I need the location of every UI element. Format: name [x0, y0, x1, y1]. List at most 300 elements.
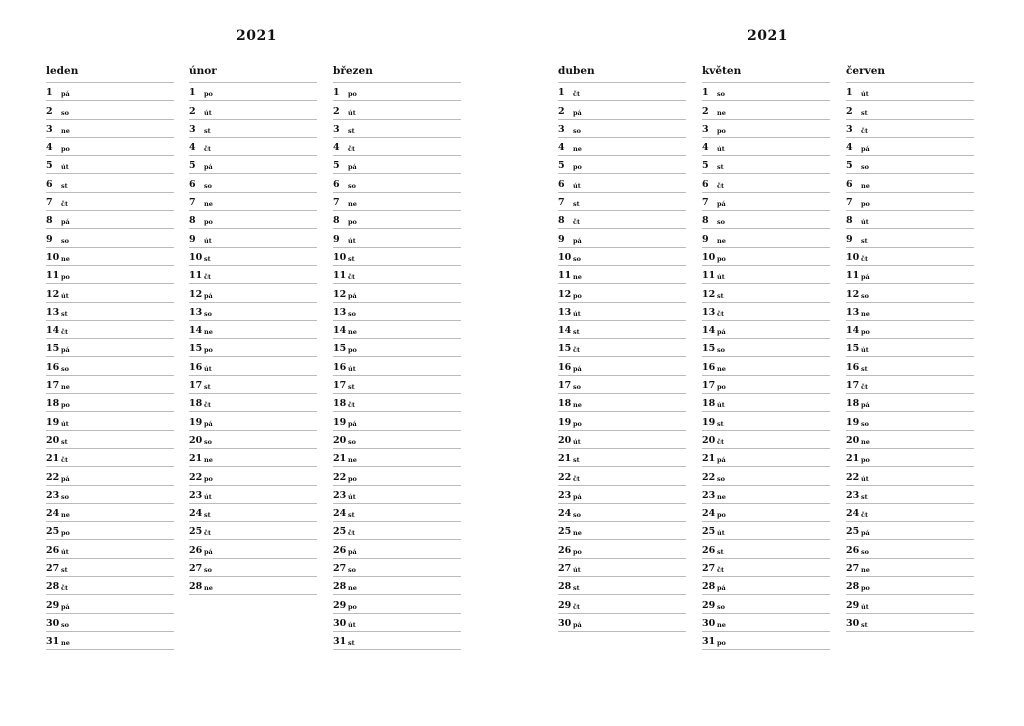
day-number: 4	[558, 142, 565, 154]
day-row	[189, 211, 317, 229]
weekday-abbr: po	[348, 218, 357, 227]
day-number: 20	[702, 434, 716, 446]
month-name: únor	[189, 64, 317, 83]
weekday-abbr: st	[348, 254, 355, 263]
weekday-abbr: st	[573, 456, 580, 465]
day-row	[846, 522, 974, 540]
weekday-abbr: út	[61, 419, 69, 428]
weekday-abbr: čt	[861, 126, 868, 135]
day-number: 18	[333, 398, 347, 410]
weekday-abbr: čt	[61, 200, 68, 209]
day-row	[46, 303, 174, 321]
day-number: 19	[333, 416, 347, 428]
day-number: 25	[46, 526, 60, 538]
day-number: 16	[558, 361, 572, 373]
weekday-abbr: ne	[61, 511, 70, 520]
month-name: červen	[846, 64, 974, 83]
weekday-abbr: út	[717, 273, 725, 282]
weekday-abbr: ne	[861, 181, 870, 190]
day-number: 21	[846, 453, 860, 465]
day-number: 20	[558, 434, 572, 446]
weekday-abbr: ne	[717, 108, 726, 117]
day-number: 2	[46, 105, 53, 117]
day-number: 17	[333, 380, 347, 392]
weekday-abbr: pá	[61, 346, 70, 355]
weekday-abbr: so	[717, 218, 725, 227]
day-row	[333, 120, 461, 138]
weekday-abbr: pá	[717, 584, 726, 593]
day-number: 14	[333, 325, 347, 337]
day-row	[46, 266, 174, 284]
day-number: 3	[558, 123, 565, 135]
day-number: 20	[333, 434, 347, 446]
day-number: 13	[333, 306, 347, 318]
weekday-abbr: so	[204, 181, 212, 190]
month-column-leden	[46, 64, 174, 650]
day-row	[333, 412, 461, 430]
weekday-abbr: út	[204, 236, 212, 245]
day-number: 3	[702, 123, 709, 135]
day-row	[189, 486, 317, 504]
day-row	[558, 266, 686, 284]
weekday-abbr: ne	[861, 309, 870, 318]
day-number: 22	[846, 471, 860, 483]
day-number: 22	[189, 471, 203, 483]
weekday-abbr: pá	[61, 218, 70, 227]
weekday-abbr: čt	[204, 401, 211, 410]
day-number: 14	[46, 325, 60, 337]
weekday-abbr: st	[204, 254, 211, 263]
day-number: 4	[333, 142, 340, 154]
day-row	[702, 577, 830, 595]
day-row	[333, 595, 461, 613]
day-row	[189, 248, 317, 266]
day-number: 15	[702, 343, 716, 355]
day-row	[46, 321, 174, 339]
weekday-abbr: st	[61, 566, 68, 575]
month-name: květen	[702, 64, 830, 83]
day-number: 6	[846, 178, 853, 190]
day-row	[702, 248, 830, 266]
month-column-kveten	[702, 64, 830, 650]
day-row	[846, 614, 974, 632]
day-number: 10	[558, 251, 572, 263]
day-number: 28	[46, 581, 60, 593]
day-number: 9	[846, 233, 853, 245]
weekday-abbr: ne	[717, 364, 726, 373]
weekday-abbr: čt	[573, 474, 580, 483]
day-number: 17	[189, 380, 203, 392]
day-row	[46, 211, 174, 229]
day-row	[558, 376, 686, 394]
day-row	[846, 431, 974, 449]
day-number: 20	[46, 434, 60, 446]
day-number: 7	[189, 197, 196, 209]
weekday-abbr: pá	[204, 419, 213, 428]
weekday-abbr: čt	[861, 254, 868, 263]
day-row	[846, 303, 974, 321]
weekday-abbr: st	[348, 511, 355, 520]
day-number: 9	[558, 233, 565, 245]
day-row	[558, 83, 686, 101]
day-number: 8	[189, 215, 196, 227]
weekday-abbr: po	[717, 639, 726, 648]
weekday-abbr: čt	[573, 90, 580, 99]
day-row	[189, 394, 317, 412]
day-number: 24	[558, 508, 572, 520]
day-row	[558, 303, 686, 321]
day-row	[702, 101, 830, 119]
weekday-abbr: čt	[204, 273, 211, 282]
day-number: 4	[846, 142, 853, 154]
day-row	[846, 101, 974, 119]
day-number: 30	[46, 617, 60, 629]
day-number: 21	[333, 453, 347, 465]
weekday-abbr: pá	[204, 163, 213, 172]
day-number: 1	[189, 87, 196, 99]
day-number: 2	[558, 105, 565, 117]
weekday-abbr: pá	[861, 145, 870, 154]
day-row	[702, 120, 830, 138]
day-number: 10	[702, 251, 716, 263]
day-row	[702, 559, 830, 577]
day-row	[189, 357, 317, 375]
day-number: 3	[46, 123, 53, 135]
day-number: 26	[558, 544, 572, 556]
weekday-abbr: po	[717, 126, 726, 135]
weekday-abbr: st	[61, 309, 68, 318]
weekday-abbr: pá	[61, 90, 70, 99]
day-row	[702, 540, 830, 558]
day-row	[189, 412, 317, 430]
day-number: 16	[846, 361, 860, 373]
day-row	[846, 449, 974, 467]
day-number: 15	[189, 343, 203, 355]
weekday-abbr: út	[348, 364, 356, 373]
weekday-abbr: pá	[348, 291, 357, 300]
day-number: 1	[46, 87, 53, 99]
day-row	[333, 504, 461, 522]
day-number: 18	[189, 398, 203, 410]
day-number: 6	[189, 178, 196, 190]
day-number: 6	[702, 178, 709, 190]
day-row	[46, 376, 174, 394]
day-row	[189, 504, 317, 522]
day-number: 5	[558, 160, 565, 172]
day-row	[46, 193, 174, 211]
day-row	[702, 229, 830, 247]
day-number: 28	[702, 581, 716, 593]
weekday-abbr: po	[348, 602, 357, 611]
day-number: 1	[702, 87, 709, 99]
day-number: 9	[333, 233, 340, 245]
day-number: 10	[189, 251, 203, 263]
day-number: 10	[46, 251, 60, 263]
day-row	[46, 632, 174, 650]
weekday-abbr: ne	[573, 401, 582, 410]
day-row	[46, 614, 174, 632]
day-number: 23	[702, 489, 716, 501]
day-number: 4	[189, 142, 196, 154]
day-number: 27	[189, 563, 203, 575]
weekday-abbr: čt	[204, 145, 211, 154]
weekday-abbr: so	[717, 346, 725, 355]
day-number: 9	[46, 233, 53, 245]
day-number: 5	[702, 160, 709, 172]
day-row	[333, 339, 461, 357]
day-row	[846, 504, 974, 522]
day-number: 16	[333, 361, 347, 373]
day-number: 21	[558, 453, 572, 465]
day-number: 28	[846, 581, 860, 593]
day-number: 12	[189, 288, 203, 300]
day-number: 30	[333, 617, 347, 629]
weekday-abbr: út	[348, 108, 356, 117]
weekday-abbr: po	[861, 328, 870, 337]
day-row	[333, 156, 461, 174]
day-row	[558, 284, 686, 302]
day-row	[702, 467, 830, 485]
day-row	[846, 266, 974, 284]
day-number: 22	[702, 471, 716, 483]
weekday-abbr: čt	[717, 309, 724, 318]
day-number: 23	[46, 489, 60, 501]
day-row	[189, 284, 317, 302]
day-row	[702, 504, 830, 522]
weekday-abbr: čt	[573, 346, 580, 355]
day-number: 13	[46, 306, 60, 318]
day-row	[846, 376, 974, 394]
day-row	[558, 522, 686, 540]
day-number: 10	[333, 251, 347, 263]
day-row	[189, 266, 317, 284]
day-number: 2	[189, 105, 196, 117]
day-row	[558, 577, 686, 595]
day-row	[702, 449, 830, 467]
day-number: 30	[558, 617, 572, 629]
day-number: 2	[333, 105, 340, 117]
day-row	[46, 412, 174, 430]
day-row	[702, 394, 830, 412]
day-row	[189, 449, 317, 467]
weekday-abbr: pá	[348, 419, 357, 428]
day-number: 16	[46, 361, 60, 373]
weekday-abbr: čt	[717, 437, 724, 446]
weekday-abbr: ne	[204, 200, 213, 209]
weekday-abbr: pá	[61, 474, 70, 483]
day-number: 19	[46, 416, 60, 428]
day-number: 8	[846, 215, 853, 227]
weekday-abbr: pá	[861, 529, 870, 538]
day-number: 29	[333, 599, 347, 611]
weekday-abbr: ne	[61, 126, 70, 135]
weekday-abbr: út	[861, 346, 869, 355]
day-row	[702, 193, 830, 211]
weekday-abbr: čt	[717, 566, 724, 575]
weekday-abbr: út	[717, 145, 725, 154]
day-number: 11	[333, 270, 347, 282]
day-row	[189, 138, 317, 156]
day-row	[558, 211, 686, 229]
day-number: 5	[333, 160, 340, 172]
weekday-abbr: pá	[573, 364, 582, 373]
day-number: 6	[558, 178, 565, 190]
day-row	[333, 376, 461, 394]
day-number: 16	[189, 361, 203, 373]
weekday-abbr: so	[61, 236, 69, 245]
day-row	[558, 339, 686, 357]
day-row	[46, 284, 174, 302]
day-number: 22	[333, 471, 347, 483]
day-number: 23	[846, 489, 860, 501]
day-row	[46, 540, 174, 558]
weekday-abbr: ne	[573, 145, 582, 154]
weekday-abbr: ne	[348, 328, 357, 337]
weekday-abbr: čt	[61, 584, 68, 593]
weekday-abbr: ne	[573, 529, 582, 538]
weekday-abbr: st	[204, 511, 211, 520]
weekday-abbr: čt	[348, 529, 355, 538]
day-number: 31	[333, 636, 347, 648]
day-number: 31	[702, 636, 716, 648]
day-row	[333, 394, 461, 412]
day-row	[189, 303, 317, 321]
month-column-cerven	[846, 64, 974, 632]
weekday-abbr: st	[861, 620, 868, 629]
day-row	[333, 357, 461, 375]
weekday-abbr: pá	[717, 328, 726, 337]
day-row	[558, 431, 686, 449]
day-number: 13	[558, 306, 572, 318]
day-row	[558, 559, 686, 577]
weekday-abbr: po	[348, 474, 357, 483]
day-number: 15	[558, 343, 572, 355]
day-number: 8	[333, 215, 340, 227]
weekday-abbr: ne	[717, 236, 726, 245]
day-row	[558, 321, 686, 339]
day-row	[558, 486, 686, 504]
day-row	[333, 266, 461, 284]
day-row	[46, 120, 174, 138]
day-number: 8	[702, 215, 709, 227]
day-number: 22	[558, 471, 572, 483]
day-row	[189, 193, 317, 211]
day-number: 8	[46, 215, 53, 227]
day-row	[46, 138, 174, 156]
day-row	[333, 303, 461, 321]
day-number: 17	[46, 380, 60, 392]
weekday-abbr: po	[573, 547, 582, 556]
day-row	[189, 540, 317, 558]
day-row	[846, 357, 974, 375]
day-row	[333, 284, 461, 302]
day-number: 18	[46, 398, 60, 410]
weekday-abbr: čt	[204, 529, 211, 538]
day-row	[189, 83, 317, 101]
day-number: 19	[189, 416, 203, 428]
weekday-abbr: so	[61, 364, 69, 373]
day-row	[702, 321, 830, 339]
day-row	[189, 431, 317, 449]
weekday-abbr: po	[61, 145, 70, 154]
weekday-abbr: pá	[348, 163, 357, 172]
day-row	[46, 449, 174, 467]
day-number: 31	[46, 636, 60, 648]
day-number: 14	[189, 325, 203, 337]
weekday-abbr: pá	[573, 236, 582, 245]
day-row	[46, 339, 174, 357]
day-row	[558, 101, 686, 119]
day-row	[702, 266, 830, 284]
day-number: 23	[558, 489, 572, 501]
day-row	[846, 577, 974, 595]
day-number: 11	[189, 270, 203, 282]
weekday-abbr: út	[861, 90, 869, 99]
day-row	[846, 156, 974, 174]
weekday-abbr: so	[348, 566, 356, 575]
weekday-abbr: čt	[861, 511, 868, 520]
weekday-abbr: pá	[717, 200, 726, 209]
day-row	[558, 595, 686, 613]
day-number: 10	[846, 251, 860, 263]
weekday-abbr: út	[861, 218, 869, 227]
day-row	[46, 101, 174, 119]
weekday-abbr: út	[573, 566, 581, 575]
weekday-abbr: út	[861, 602, 869, 611]
page-right-year: 2021	[747, 28, 788, 44]
weekday-abbr: st	[861, 108, 868, 117]
weekday-abbr: ne	[717, 620, 726, 629]
day-row	[846, 486, 974, 504]
day-row	[189, 120, 317, 138]
month-column-duben	[558, 64, 686, 632]
day-row	[46, 174, 174, 192]
day-row	[702, 303, 830, 321]
weekday-abbr: pá	[573, 108, 582, 117]
weekday-abbr: so	[204, 309, 212, 318]
weekday-abbr: po	[204, 218, 213, 227]
weekday-abbr: st	[348, 383, 355, 392]
weekday-abbr: po	[573, 291, 582, 300]
day-row	[846, 467, 974, 485]
day-row	[46, 522, 174, 540]
day-number: 9	[189, 233, 196, 245]
day-row	[189, 321, 317, 339]
day-number: 15	[333, 343, 347, 355]
day-number: 29	[46, 599, 60, 611]
weekday-abbr: čt	[61, 456, 68, 465]
day-row	[558, 193, 686, 211]
weekday-abbr: ne	[861, 437, 870, 446]
weekday-abbr: ne	[61, 383, 70, 392]
day-number: 21	[189, 453, 203, 465]
day-number: 11	[846, 270, 860, 282]
weekday-abbr: po	[573, 419, 582, 428]
day-number: 11	[46, 270, 60, 282]
day-row	[702, 156, 830, 174]
day-number: 3	[846, 123, 853, 135]
day-row	[702, 284, 830, 302]
day-number: 26	[46, 544, 60, 556]
day-row	[333, 486, 461, 504]
day-row	[558, 504, 686, 522]
weekday-abbr: so	[573, 126, 581, 135]
day-number: 15	[46, 343, 60, 355]
month-column-unor	[189, 64, 317, 595]
day-number: 5	[46, 160, 53, 172]
day-number: 8	[558, 215, 565, 227]
weekday-abbr: po	[61, 529, 70, 538]
